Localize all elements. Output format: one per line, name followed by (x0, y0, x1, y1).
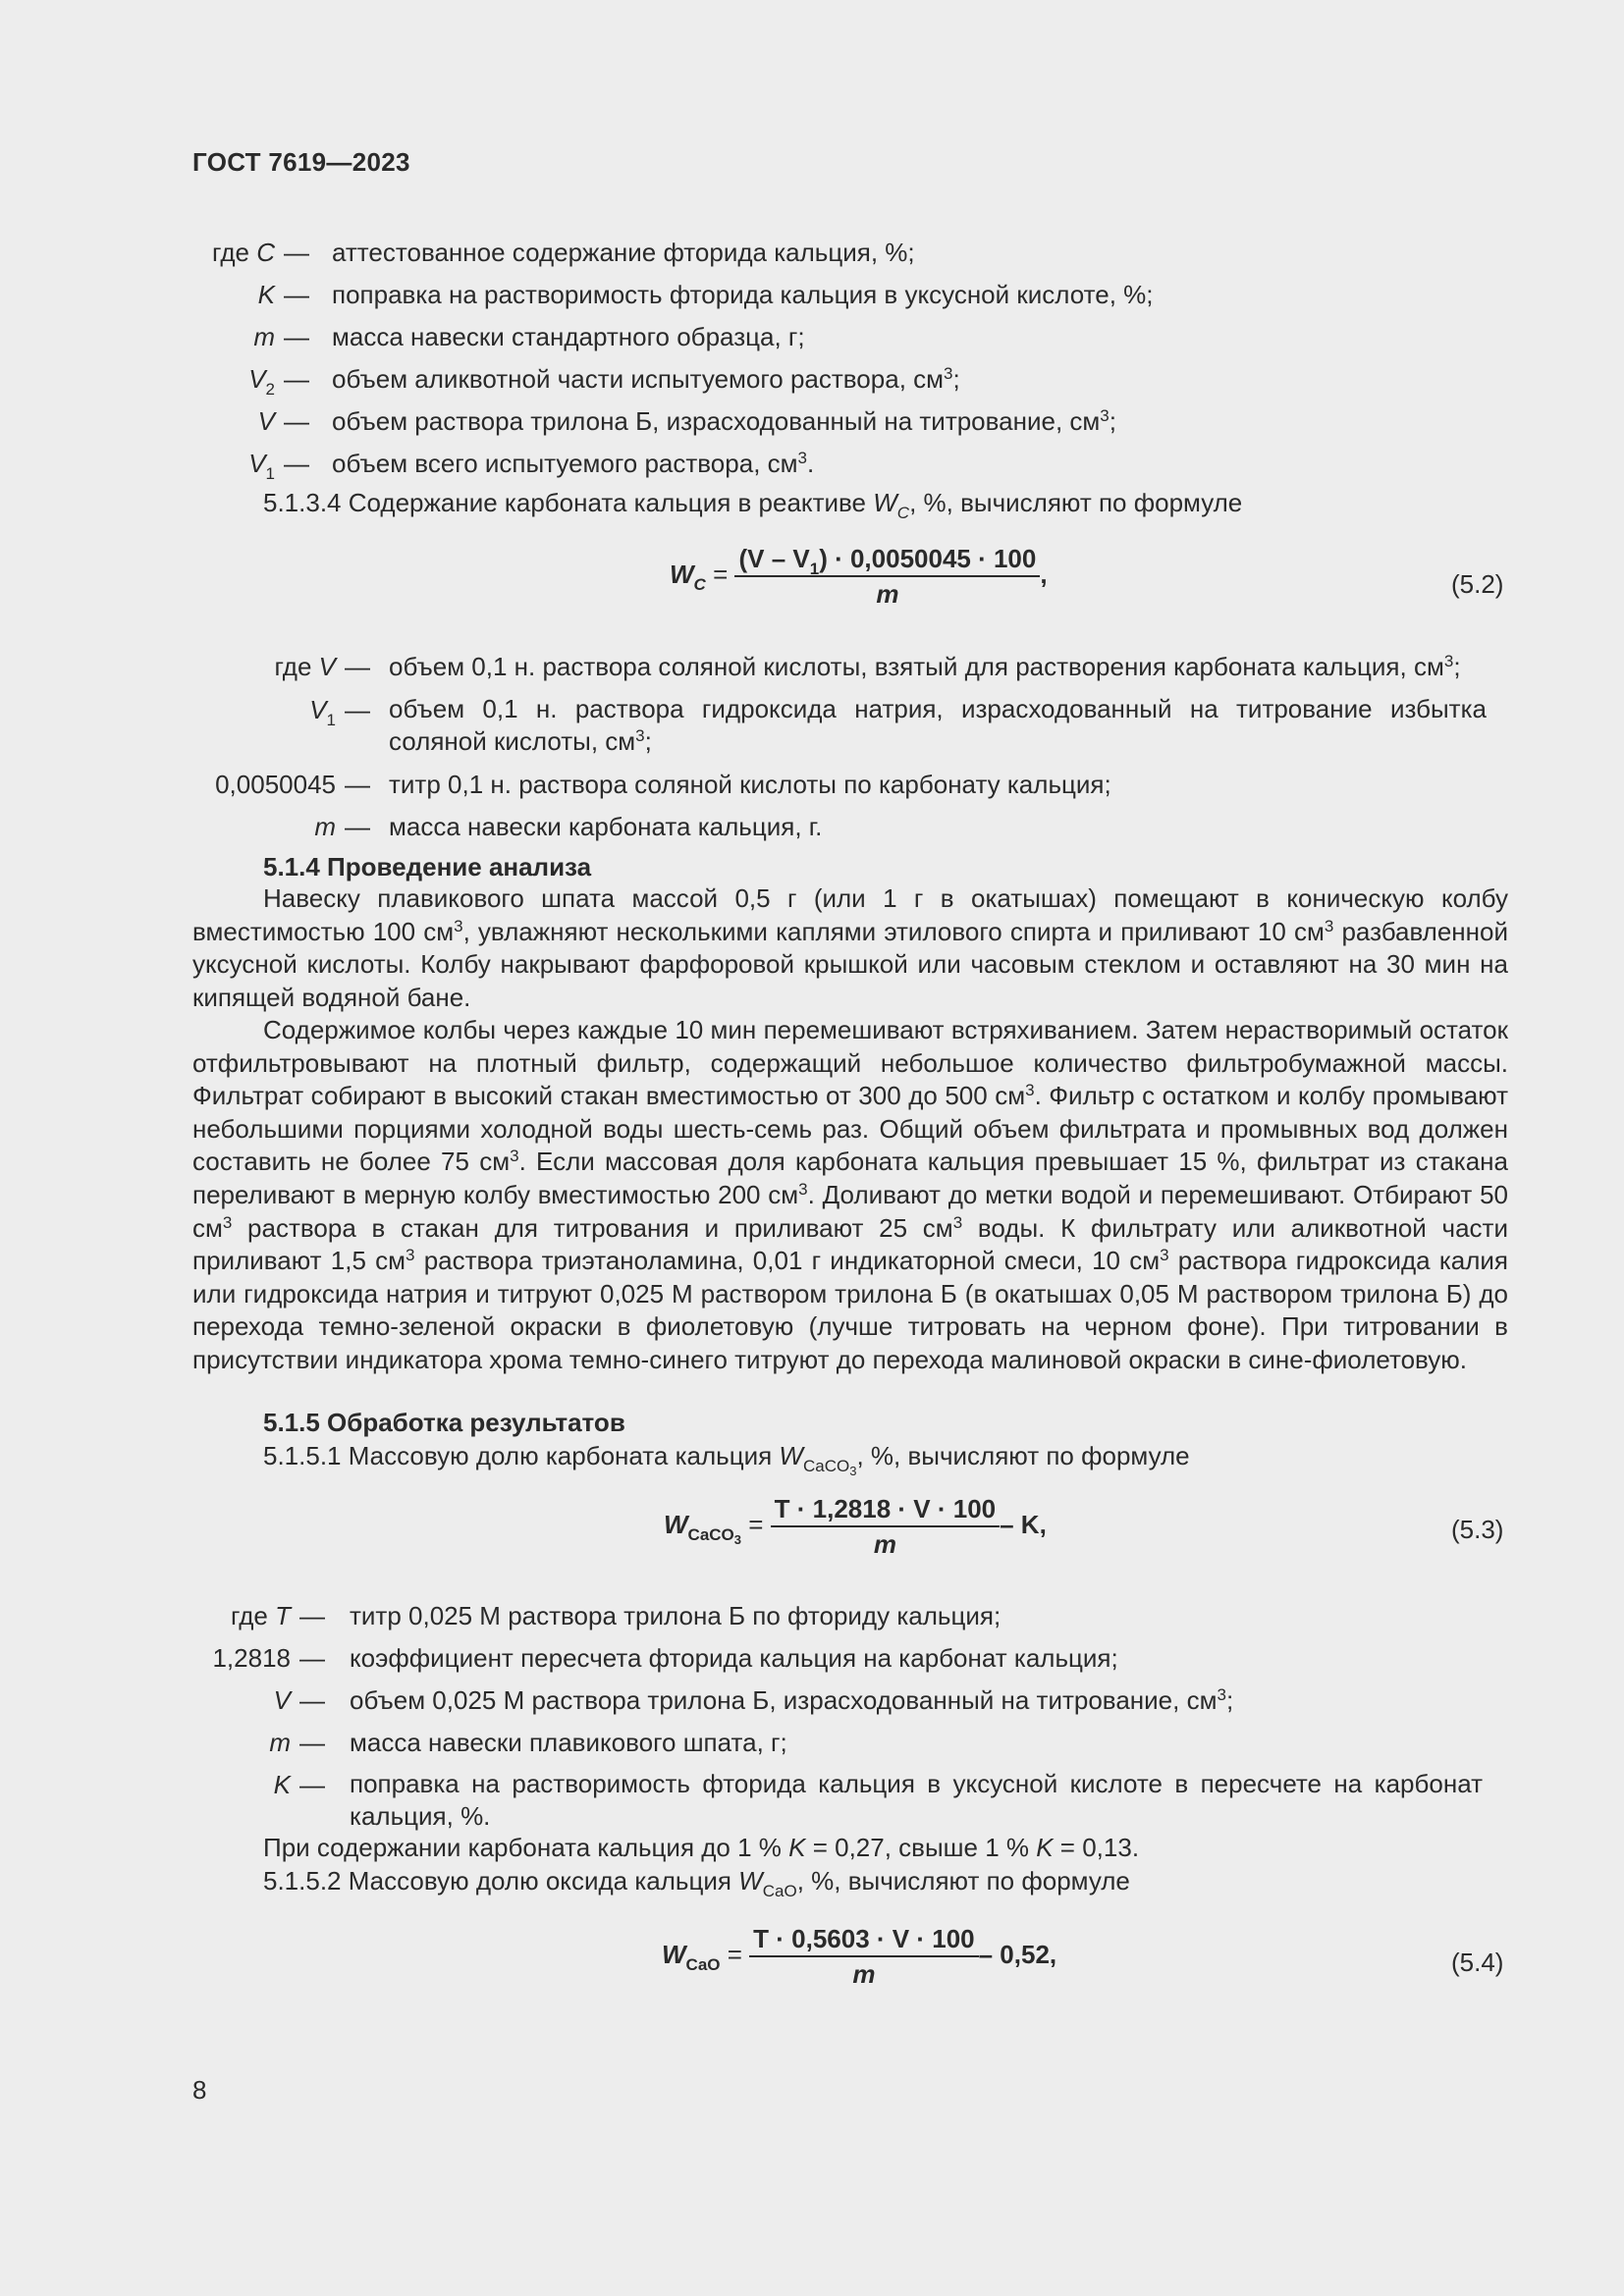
definition-symbol: m (269, 1728, 291, 1757)
definition-row (192, 1641, 1118, 1681)
definition-row (192, 1726, 787, 1765)
paragraph-k-values: При содержании карбоната кальция до 1 % K = 0,27, свыше 1 % K = 0,13. (263, 1833, 1140, 1862)
definition-row (192, 768, 1111, 807)
paragraph-5-1-4-1: Навеску плавикового шпата массой 0,5 г (или 1 г в окатышах) помещают в коническую колбу вместимостью 100 $см^3$, увлажняют несколькими каплями этилового спирта и приливают 10 $см^3$ разбавленной уксусной кислоты. Колбу накрывают фарфоровой крышкой или часовым стеклом и оставляют на 30 мин на кипящей водяной бане. (192, 883, 1508, 1012)
definition-row (192, 362, 960, 401)
definition-symbol: V (257, 406, 275, 436)
section-heading-5-1-4: 5.1.4 Проведение анализа (263, 852, 592, 881)
equation-number: (5.2) (1451, 569, 1504, 599)
definition-dash: — (299, 1728, 325, 1757)
paragraph-5-1-3-4: 5.1.3.4 Содержание карбоната кальция в реактиве $W_C$, %, вычисляют по формуле (263, 488, 1243, 522)
definition-dash: — (345, 695, 370, 724)
definition-dash: — (284, 406, 309, 436)
definition-text: объем 0,1 н. раствора гидроксида натрия, израсходованный на титрование избытка соляной кислоты, $см^3$; (389, 694, 1487, 756)
definition-dash: — (299, 1770, 325, 1799)
definition-symbol: 1,2818 (212, 1643, 291, 1673)
paragraph-5-1-4-2: Содержимое колбы через каждые 10 мин перемешивают встряхиванием. Затем нерастворимый остаток отфильтровывают на плотный фильтр, содержащий небольшое количество фильтробумажной массы. Фильтрат собирают в высокий стакан вместимостью от 300 до 500 $см^3$. Фильтр с остатком и колбу промывают небольшими порциями холодной воды шесть-семь раз. Общий объем фильтрата и промывных вод должен составить не более 75 $см^3$. Если массовая доля карбоната кальция превышает 15 %, фильтрат из стакана переливают в мерную колбу вместимостью 200 $см^3$. Доливают до метки водой и перемешивают. Отбирают 50 $см^3$ раствора в стакан для титрования и приливают 25 $см^3$ воды. К фильтрату или аликвотной части приливают 1,5 $см^3$ раствора триэтаноламина, 0,01 г индикаторной смеси, 10 $см^3$ раствора гидроксида калия или гидроксида натрия и титруют 0,025 М раствором трилона Б (в окатышах 0,05 М раствором трилона Б) до перехода темно-зеленой окраски в фиолетовую (лучше титровать на черном фоне). При титровании в присутствии индикатора хрома темно-синего титруют до перехода малиновой окраски в сине-фиолетовую. (192, 1015, 1509, 1374)
definition-row (192, 810, 822, 849)
formula-5-3: $W_{CaCO_3}$ = $\frac{T \cdot 1,2818 \cdot V \cdot 100}{m}$ – K, (664, 1494, 1047, 1559)
definition-dash: — (345, 652, 370, 681)
definition-row (192, 650, 1469, 689)
definition-text: объем всего испытуемого раствора, $см^3$. (332, 449, 815, 478)
definition-dash: — (299, 1601, 325, 1630)
page-number: 8 (192, 2075, 207, 2105)
definition-symbol: 0,0050045 (215, 770, 336, 799)
definition-text: титр 0,1 н. раствора соляной кислоты по карбонату кальция; (389, 770, 1111, 799)
definition-text: объем аликвотной части испытуемого раствора, $см^3$; (332, 364, 960, 394)
definition-symbol: $V_1$ (248, 449, 275, 483)
definition-symbol: $V_2$ (248, 364, 275, 399)
definition-dash: — (299, 1643, 325, 1673)
paragraph-5-1-5-2: 5.1.5.2 Массовую долю оксида кальция $W_{CaO}$, %, вычисляют по формуле (263, 1866, 1130, 1900)
equation-number: (5.3) (1451, 1515, 1504, 1544)
formula-5-4: $W_{CaO}$ = $\frac{T \cdot 0,5603 \cdot V \cdot 100}{m}$ – 0,52, (662, 1924, 1057, 1989)
section-heading-5-1-5: 5.1.5 Обработка результатов (263, 1408, 625, 1437)
definition-symbol: где T (230, 1601, 291, 1630)
definition-text: объем 0,025 М раствора трилона Б, израсходованный на титрование, $см^3$; (350, 1685, 1234, 1715)
definition-text: коэффициент пересчета фторида кальция на карбонат кальция; (350, 1643, 1118, 1673)
definition-text: объем раствора трилона Б, израсходованный на титрование, $см^3$; (332, 406, 1116, 436)
definition-symbol: где C (212, 238, 275, 267)
definition-dash: — (345, 812, 370, 841)
definition-row (192, 278, 1154, 317)
paragraph-5-1-5-1: 5.1.5.1 Массовую долю карбоната кальция $W_{CaCO_3}$, %, вычисляют по формуле (263, 1441, 1190, 1478)
definition-row (192, 320, 805, 359)
definition-row (192, 236, 915, 275)
definition-dash: — (345, 770, 370, 799)
equation-number: (5.4) (1451, 1948, 1504, 1977)
formula-5-2: $W_C$ = $\frac{(V - V_1) \cdot 0,0050045 \cdot 100}{m}$ , (670, 544, 1048, 609)
definition-text: титр 0,025 М раствора трилона Б по фториду кальция; (350, 1601, 1001, 1630)
definition-dash: — (284, 364, 309, 394)
definition-row (192, 1599, 1001, 1638)
definition-dash: — (284, 322, 309, 351)
definition-text: аттестованное содержание фторида кальция, %; (332, 238, 915, 267)
definition-dash: — (284, 449, 309, 478)
definition-dash: — (299, 1685, 325, 1715)
definition-row (192, 447, 814, 486)
definition-row (192, 404, 1116, 444)
definition-row (192, 1683, 1233, 1723)
definition-text: масса навески плавикового шпата, г; (350, 1728, 787, 1757)
definition-text: поправка на растворимость фторида кальция в уксусной кислоте в пересчете на карбонат кальция, %. (350, 1769, 1483, 1831)
definition-text: поправка на растворимость фторида кальция в уксусной кислоте, %; (332, 280, 1154, 309)
definition-dash: — (284, 238, 309, 267)
document-header: ГОСТ 7619—2023 (192, 147, 410, 177)
definition-row (192, 693, 1487, 760)
definition-symbol: m (253, 322, 275, 351)
definition-symbol: m (314, 812, 336, 841)
definition-symbol: K (273, 1770, 291, 1799)
definition-text: объем 0,1 н. раствора соляной кислоты, взятый для растворения карбоната кальция, $см^3$; (389, 652, 1461, 681)
definition-row (192, 1768, 1483, 1835)
definition-symbol: $V_1$ (309, 695, 336, 729)
definition-dash: — (284, 280, 309, 309)
definition-text: масса навески стандартного образца, г; (332, 322, 805, 351)
definition-text: масса навески карбоната кальция, г. (389, 812, 823, 841)
definition-symbol: V (273, 1685, 291, 1715)
definition-symbol: K (257, 280, 275, 309)
definition-symbol: где V (274, 652, 336, 681)
